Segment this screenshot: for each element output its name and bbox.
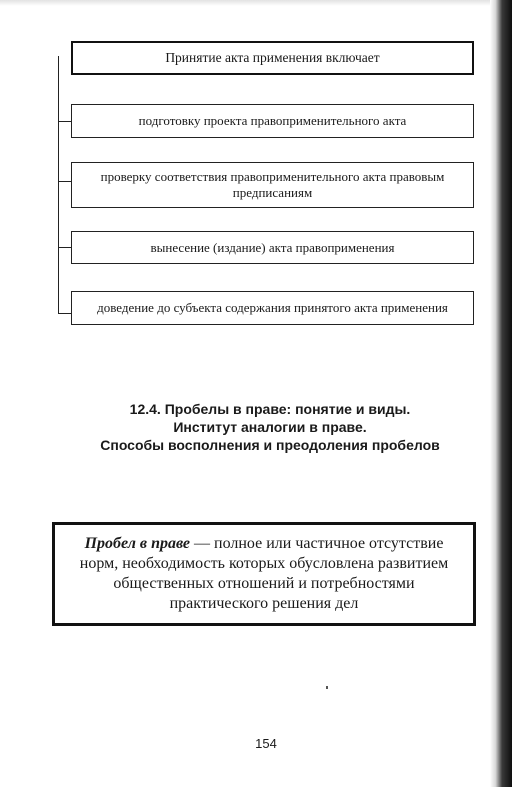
diagram-item-box [71,231,474,264]
scan-top-edge [0,0,512,6]
diagram-connector-line [58,56,71,314]
diagram-header-text: Принятие акта применения включает [165,50,380,65]
definition-box [52,522,476,626]
diagram-connector-tick [58,313,71,314]
diagram-connector-tick [58,121,71,122]
definition-paragraph [69,534,459,614]
page-number: 154 [255,736,277,751]
scan-speck [326,686,328,689]
book-spine-shadow [490,0,512,787]
section-heading-line: Институт аналогии в праве. [173,419,367,435]
definition-text: — полное или частичное отсутствие норм, необходимость которых обусловлена развитием общественных отношений и потребностями практического решения дел [79,535,449,612]
definition-term: Пробел в праве [84,535,191,552]
diagram-item-text: вынесение (издание) акта правоприменения [150,239,395,255]
diagram-item-text: доведение до субъекта содержания принятого акта применения [97,300,448,315]
section-heading-line: 12.4. Пробелы в праве: понятие и виды. [129,401,411,417]
diagram-item-box [71,291,474,325]
diagram-connector-tick [58,247,71,248]
diagram-header-box [71,41,474,75]
diagram-item-text: проверку соответствия правоприменительного акта правовым предписаниям [100,169,445,200]
diagram-item-text: подготовку проекта правоприменительного акта [138,113,407,128]
diagram-connector-tick [58,181,71,182]
section-heading [60,400,480,454]
diagram-item-box [71,104,474,138]
section-heading-line: Способы восполнения и преодоления пробелов [100,437,440,453]
diagram-item-box [71,162,474,208]
